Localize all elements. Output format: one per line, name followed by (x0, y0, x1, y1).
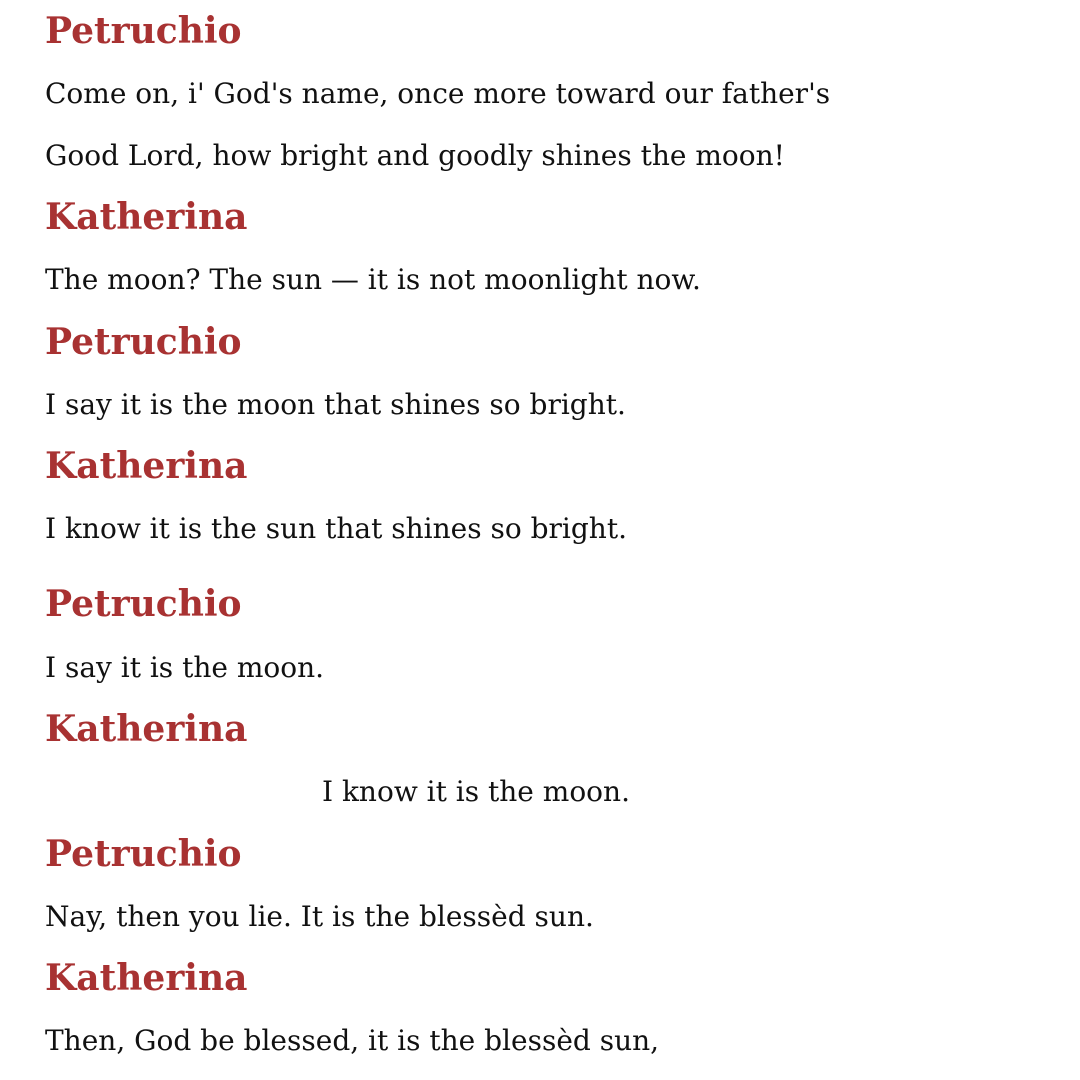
dialogue-line: I say it is the moon. (45, 651, 325, 684)
speaker-name: Petruchio (45, 583, 242, 625)
speaker-name: Katherina (45, 708, 248, 750)
dialogue-line: The moon? The sun — it is not moonlight now. (45, 263, 701, 296)
speaker-name: Petruchio (45, 10, 242, 52)
dialogue-line: Then, God be blessed, it is the blessèd sun, (45, 1024, 660, 1057)
speaker-name: Petruchio (45, 833, 242, 875)
dialogue-line: Come on, i' God's name, once more toward our father's (45, 77, 831, 110)
speaker-name: Petruchio (45, 321, 242, 363)
speaker-name: Katherina (45, 445, 248, 487)
speaker-name: Katherina (45, 957, 248, 999)
dialogue-line: I say it is the moon that shines so bright. (45, 388, 626, 421)
speaker-name: Katherina (45, 196, 248, 238)
dialogue-line: Nay, then you lie. It is the blessèd sun. (45, 900, 594, 933)
dialogue-line: I know it is the sun that shines so bright. (45, 512, 627, 545)
dialogue-line: Good Lord, how bright and goodly shines the moon! (45, 139, 785, 172)
dialogue-line: I know it is the moon. (322, 775, 630, 808)
